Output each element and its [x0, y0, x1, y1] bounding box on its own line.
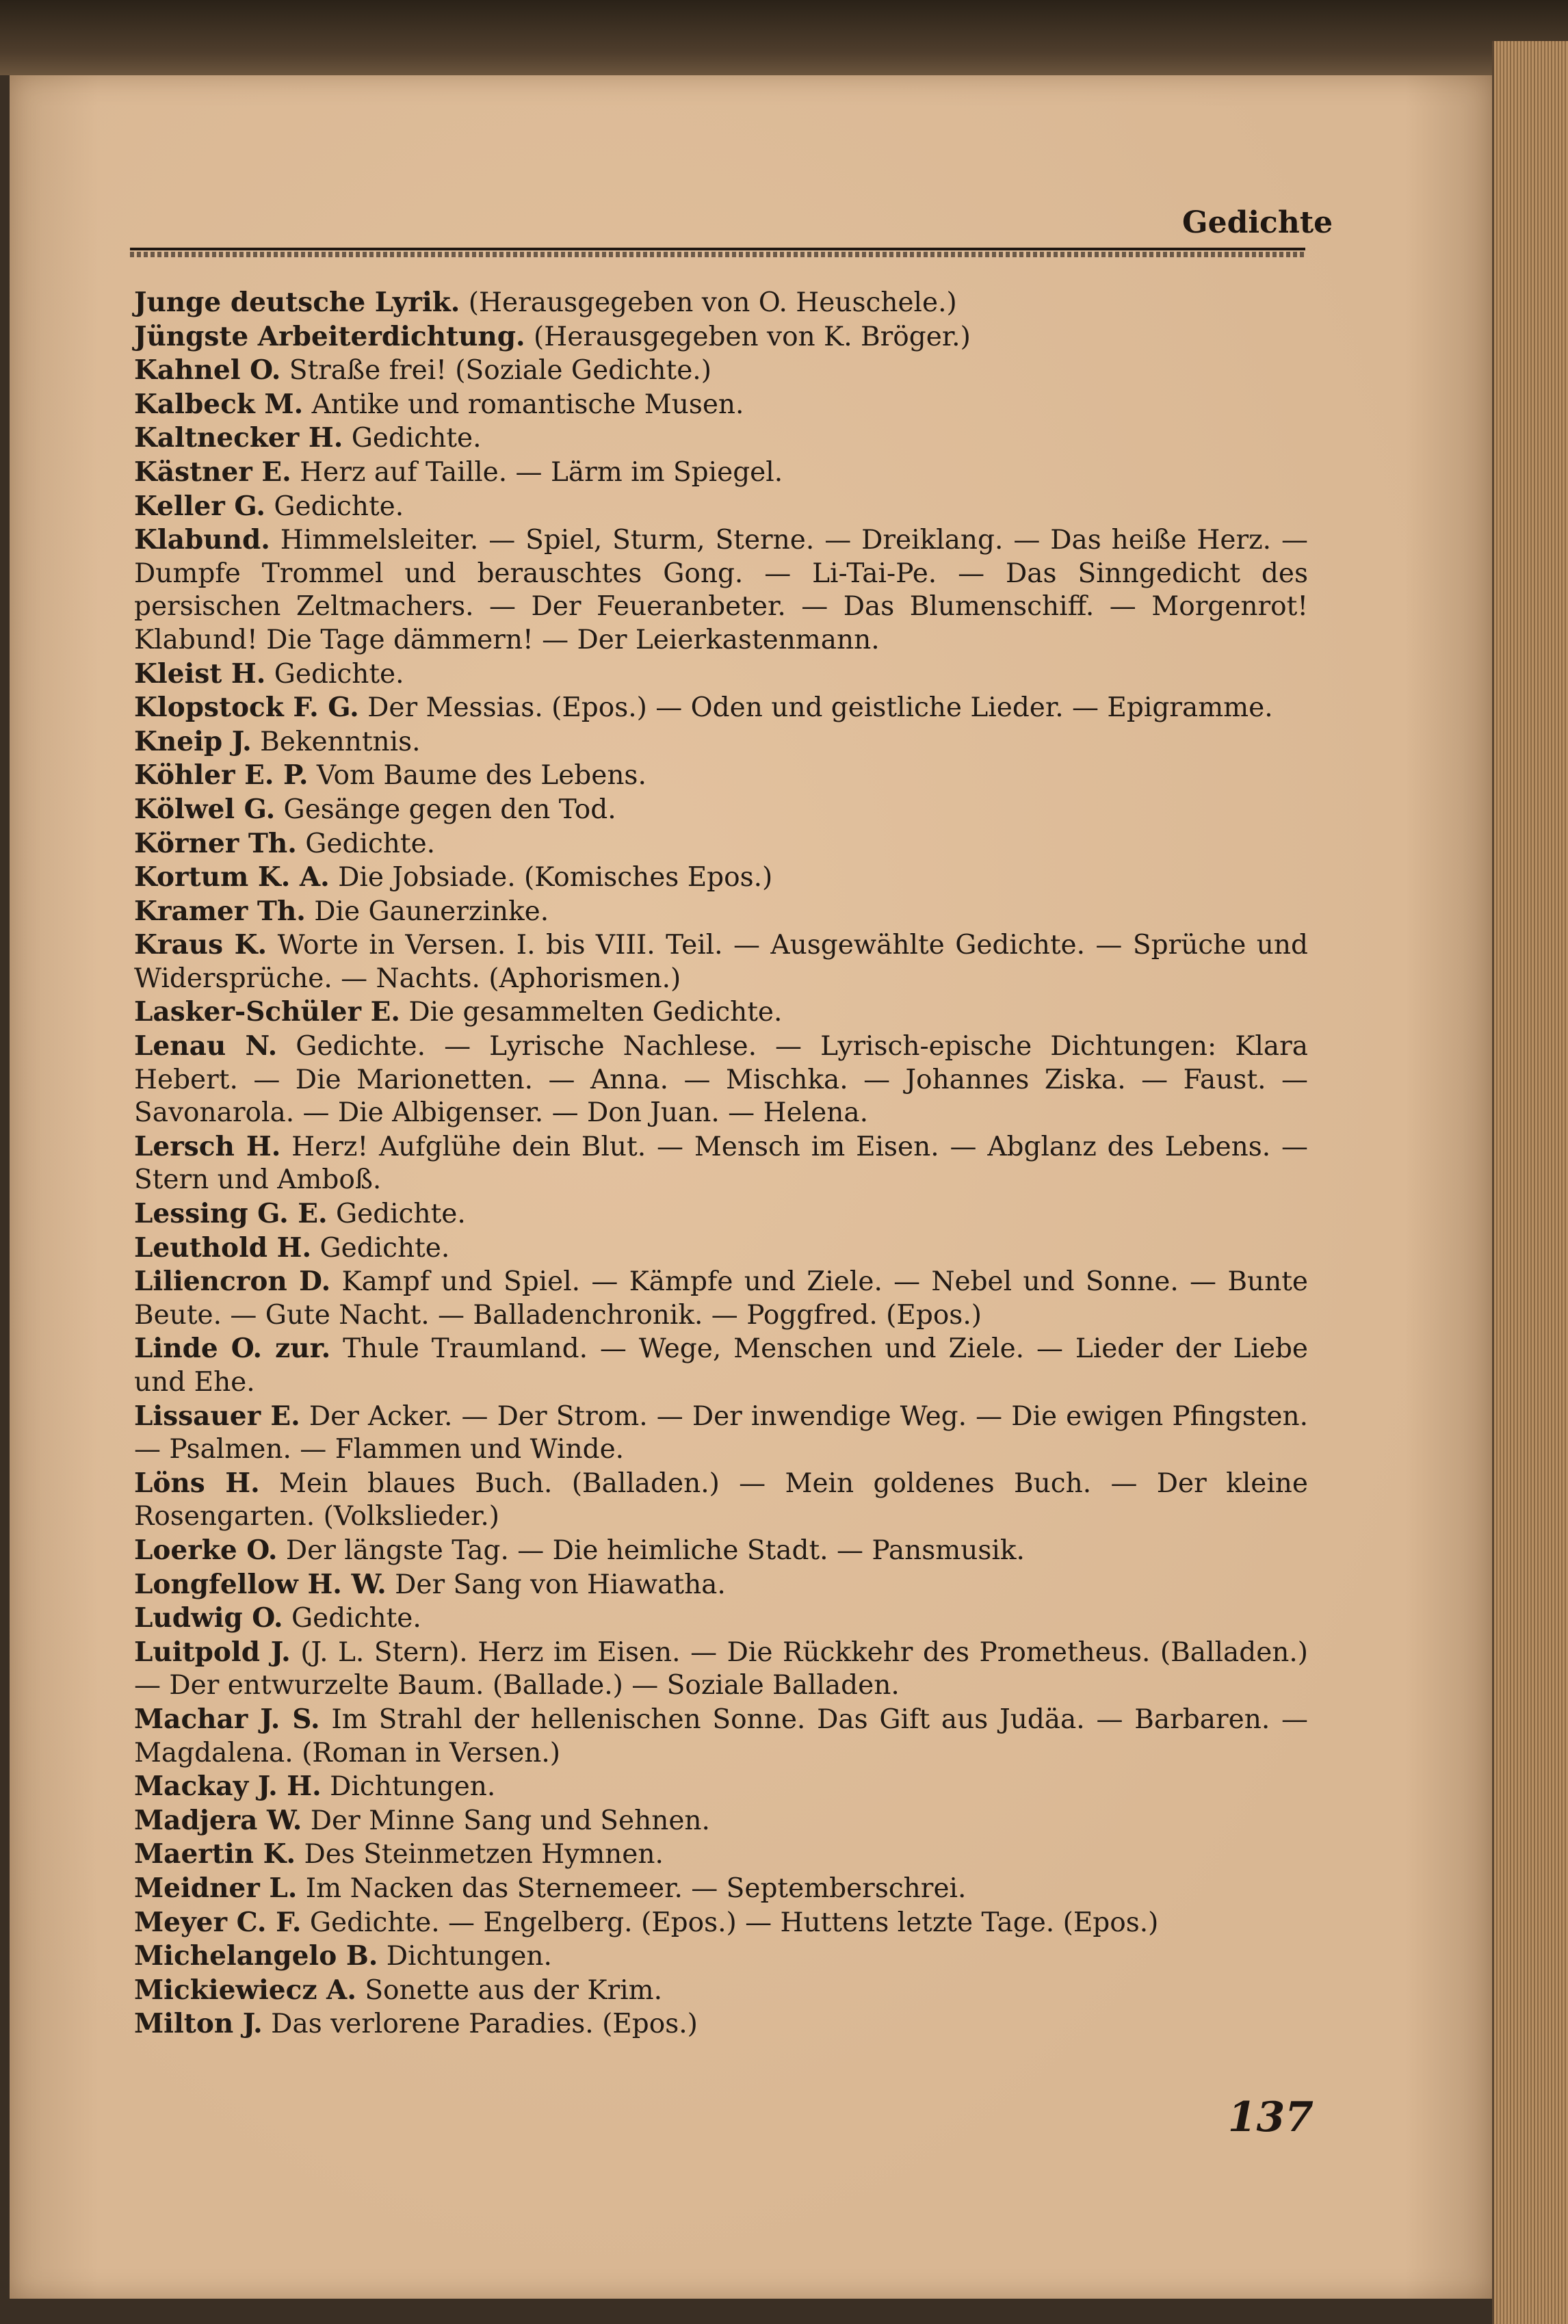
entry-works: Dichtungen. [330, 1771, 496, 1803]
bibliography-entry [134, 1872, 1308, 1906]
bibliography-entry [134, 1265, 1308, 1332]
bibliography-entry [134, 1568, 1308, 1602]
entry-author: Löns H. [134, 1467, 260, 1499]
entry-works: Gedichte. [274, 491, 404, 522]
bibliography-entry [134, 1130, 1308, 1197]
entry-author: Madjera W. [134, 1804, 302, 1836]
entry-works: Die Jobsiade. (Komisches Epos.) [338, 862, 773, 893]
entry-works: Worte in Versen. I. bis VIII. Teil. — Ausgewählte Gedichte. — Sprüche und Widersprüche. — Nachts. (Aphorismen.) [134, 930, 1309, 994]
entry-author: Köhler E. P. [134, 759, 309, 792]
entry-works: Gedichte. — Lyrische Nachlese. — Lyrisch-epische Dichtungen: Klara Hebert. — Die Marionetten. — Anna. — Mischka. — Johannes Ziska. — Faust. — Savonarola. — Die Albigenser. — Don Juan. — Helena. [134, 1031, 1308, 1129]
header-rule-ornament [130, 252, 1305, 257]
entry-author: Lessing G. E. [134, 1198, 328, 1230]
bibliography-entry [134, 1197, 1308, 1231]
bibliography-entry [134, 523, 1308, 657]
bibliography-entry [134, 995, 1308, 1030]
bibliography-list [134, 286, 1308, 2041]
bibliography-entry [134, 286, 1308, 320]
bibliography-entry [134, 1940, 1308, 1974]
bibliography-entry [134, 1703, 1308, 1770]
entry-author: Milton J. [134, 2008, 263, 2040]
bibliography-entry [134, 1906, 1308, 1940]
bibliography-entry [134, 1636, 1308, 1703]
entry-works: Der Acker. — Der Strom. — Der inwendige Weg. — Die ewigen Pfingsten. — Psalmen. — Flammen und Winde. [134, 1400, 1308, 1465]
entry-works: Himmelsleiter. — Spiel, Sturm, Sterne. — Dreiklang. — Das heiße Herz. — Dumpfe Trommel und berauschtes Gong. — Li-Tai-Pe. — Das Sinngedicht des persischen Zeltmachers. — Der Feueranbeter. — Das Blumenschiff. — Morgenrot! Klabund! Die Tage dämmern! — Der Leierkastenmann. [134, 525, 1308, 655]
bibliography-entry [134, 1770, 1308, 1804]
entry-works: Gedichte. [305, 828, 436, 859]
entry-works: Kampf und Spiel. — Kämpfe und Ziele. — Nebel und Sonne. — Bunte Beute. — Gute Nacht. — Balladenchronik. — Poggfred. (Epos.) [134, 1266, 1308, 1331]
bibliography-entry [134, 827, 1308, 861]
entry-works: Im Strahl der hellenischen Sonne. Das Gift aus Judäa. — Barbaren. — Magdalena. (Roman in Versen.) [134, 1703, 1308, 1768]
bibliography-entry [134, 1838, 1308, 1872]
bibliography-entry [134, 725, 1308, 759]
entry-author: Maertin K. [134, 1838, 296, 1870]
bibliography-entry [134, 1534, 1308, 1568]
entry-works: Der längste Tag. — Die heimliche Stadt. — Pansmusik. [285, 1535, 1025, 1566]
bibliography-entry [134, 1467, 1308, 1534]
entry-author: Klopstock F. G. [134, 692, 359, 724]
entry-works: Mein blaues Buch. (Balladen.) — Mein goldenes Buch. — Der kleine Rosengarten. (Volkslieder.) [134, 1467, 1308, 1532]
entry-author: Lasker-Schüler E. [134, 996, 400, 1028]
bibliography-entry [134, 421, 1308, 456]
entry-works: Des Steinmetzen Hymnen. [304, 1839, 664, 1870]
entry-author: Meyer C. F. [134, 1906, 302, 1938]
entry-author: Kalbeck M. [134, 388, 304, 420]
entry-author: Junge deutsche Lyrik. [134, 287, 460, 318]
entry-author: Ludwig O. [134, 1602, 283, 1634]
bibliography-entry [134, 388, 1308, 422]
entry-works: Straße frei! (Soziale Gedichte.) [289, 355, 711, 387]
entry-works: (Herausgegeben von K. Bröger.) [534, 321, 971, 352]
bibliography-entry [134, 928, 1308, 995]
entry-works: Gedichte. [319, 1232, 450, 1264]
entry-works: Der Sang von Hiawatha. [395, 1569, 726, 1600]
entry-author: Linde O. zur. [134, 1333, 331, 1365]
entry-author: Keller G. [134, 490, 265, 522]
entry-works: Herz! Aufglühe dein Blut. — Mensch im Eisen. — Abglanz des Lebens. — Stern und Amboß. [134, 1131, 1309, 1196]
entry-works: Gedichte. [335, 1199, 466, 1230]
book-top-edge [0, 0, 1568, 75]
bibliography-entry [134, 1332, 1308, 1399]
entry-works: Gedichte. [351, 423, 482, 454]
entry-works: Der Minne Sang und Sehnen. [310, 1805, 710, 1836]
entry-author: Kortum K. A. [134, 861, 330, 893]
entry-works: Der Messias. (Epos.) — Oden und geistliche Lieder. — Epigramme. [367, 692, 1273, 724]
bibliography-entry [134, 793, 1308, 827]
bibliography-entry [134, 1400, 1308, 1467]
entry-works: Thule Traumland. — Wege, Menschen und Ziele. — Lieder der Liebe und Ehe. [134, 1333, 1308, 1398]
bibliography-entry [134, 490, 1308, 524]
entry-author: Loerke O. [134, 1534, 278, 1566]
entry-works: (J. L. Stern). Herz im Eisen. — Die Rückkehr des Prometheus. (Balladen.) — Der entwurzelte Baum. (Ballade.) — Soziale Balladen. [134, 1636, 1309, 1701]
entry-author: Luitpold J. [134, 1636, 291, 1668]
entry-author: Kleist H. [134, 657, 266, 690]
bibliography-entry [134, 2007, 1308, 2041]
entry-author: Kahnel O. [134, 354, 281, 387]
bibliography-entry [134, 861, 1308, 895]
entry-author: Kästner E. [134, 456, 291, 488]
entry-works: Herz auf Taille. — Lärm im Spiegel. [300, 456, 783, 488]
entry-author: Leuthold H. [134, 1231, 312, 1264]
entry-author: Lenau N. [134, 1030, 278, 1062]
entry-author: Klabund. [134, 524, 270, 556]
entry-author: Kneip J. [134, 725, 252, 757]
entry-author: Liliencron D. [134, 1266, 331, 1298]
entry-works: Die Gaunerzinke. [314, 896, 549, 927]
entry-author: Longfellow H. W. [134, 1568, 387, 1600]
bibliography-entry [134, 1231, 1308, 1266]
entry-works: Die gesammelten Gedichte. [408, 997, 783, 1028]
bibliography-entry [134, 320, 1308, 354]
bibliography-entry [134, 1030, 1308, 1130]
entry-author: Meidner L. [134, 1872, 298, 1904]
entry-works: Gedichte. [291, 1603, 421, 1634]
bibliography-entry [134, 759, 1308, 793]
running-header: Gedichte [1182, 205, 1333, 240]
entry-works: Gesänge gegen den Tod. [283, 794, 616, 825]
bibliography-entry [134, 895, 1308, 929]
bibliography-entry [134, 456, 1308, 490]
entry-author: Lissauer E. [134, 1400, 300, 1432]
entry-author: Michelangelo B. [134, 1940, 378, 1972]
entry-works: Sonette aus der Krim. [365, 1974, 663, 2006]
bibliography-entry [134, 1974, 1308, 2008]
entry-works: Bekenntnis. [260, 726, 421, 757]
entry-author: Kaltnecker H. [134, 422, 343, 454]
entry-author: Kramer Th. [134, 895, 306, 927]
bibliography-entry [134, 354, 1308, 388]
entry-author: Mickiewiecz A. [134, 1974, 356, 2006]
entry-author: Machar J. S. [134, 1703, 320, 1735]
entry-author: Lersch H. [134, 1130, 281, 1162]
bibliography-entry [134, 1602, 1308, 1636]
entry-author: Jüngste Arbeiterdichtung. [134, 320, 525, 352]
entry-works: Das verlorene Paradies. (Epos.) [271, 2009, 698, 2040]
entry-author: Körner Th. [134, 827, 297, 859]
entry-works: Gedichte. — Engelberg. (Epos.) — Huttens letzte Tage. (Epos.) [309, 1907, 1159, 1938]
entry-works: Im Nacken das Sternemeer. — Septemberschrei. [305, 1872, 967, 1904]
entry-works: Antike und romantische Musen. [311, 389, 744, 420]
bibliography-entry [134, 1804, 1308, 1838]
page-stack-edge [1492, 41, 1568, 2324]
entry-author: Kraus K. [134, 929, 267, 961]
entry-works: Vom Baume des Lebens. [316, 760, 646, 792]
entry-works: Gedichte. [274, 658, 404, 690]
entry-works: (Herausgegeben von O. Heuschele.) [468, 287, 957, 318]
entry-author: Kölwel G. [134, 793, 276, 825]
bibliography-entry [134, 657, 1308, 692]
entry-works: Dichtungen. [386, 1941, 552, 1972]
page-number: 137 [1227, 2093, 1314, 2141]
entry-author: Mackay J. H. [134, 1771, 322, 1803]
bibliography-entry [134, 691, 1308, 725]
